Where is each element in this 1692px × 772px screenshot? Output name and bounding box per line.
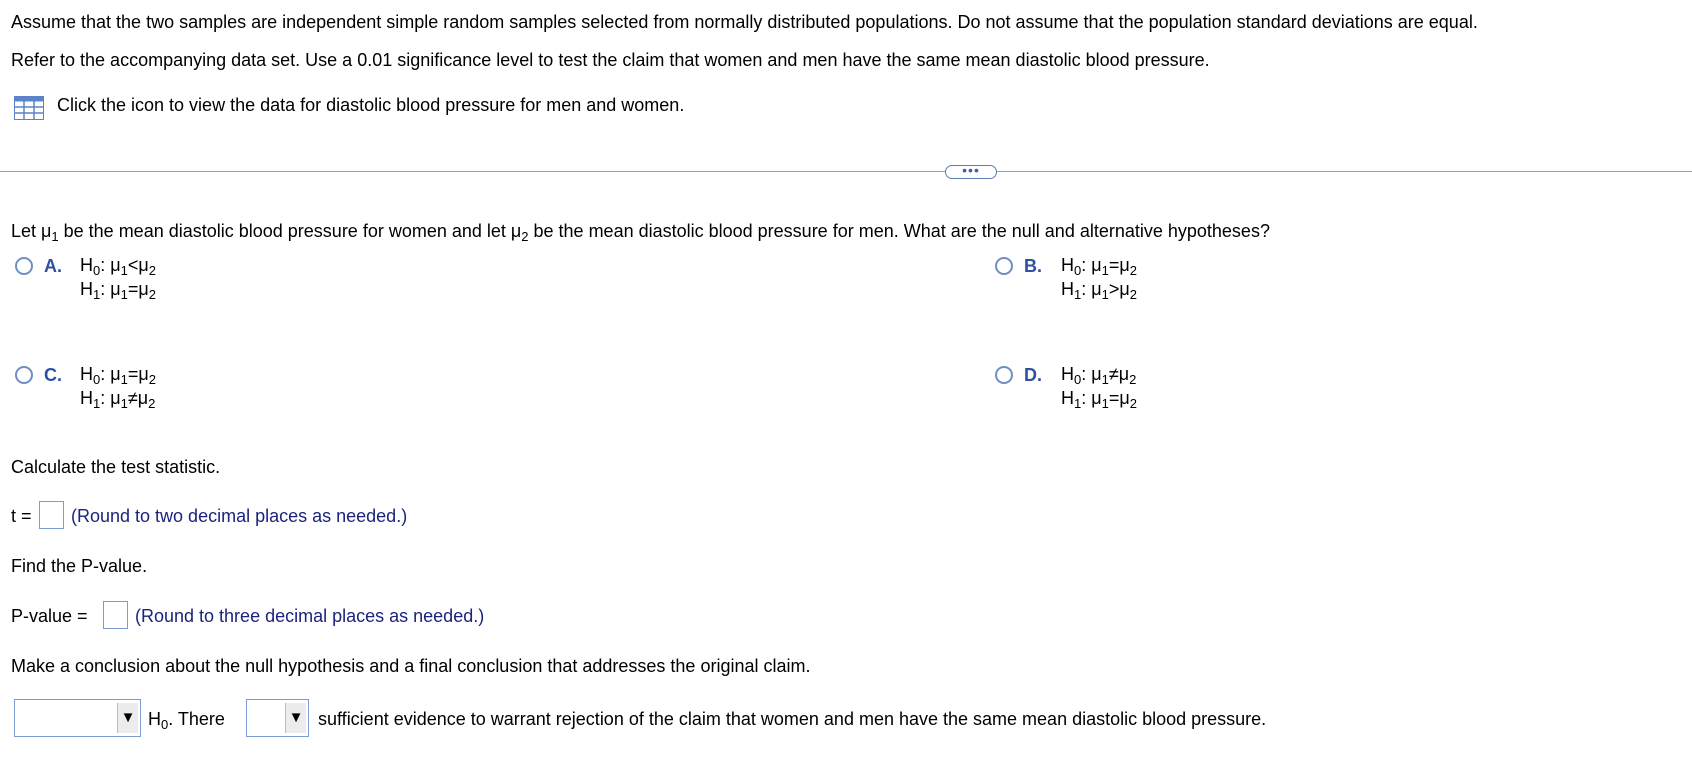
hypotheses-question: Let $\mu_1$ be the mean diastolic blood pressure for women and let $\mu_2$ be the mean diastolic blood pressure for men. What are the null and alternative hypotheses? <box>11 221 1270 244</box>
option-c-hypotheses[interactable] <box>80 362 156 410</box>
pvalue-input[interactable] <box>103 601 128 629</box>
data-table-icon[interactable] <box>14 96 44 120</box>
more-button[interactable]: ••• <box>945 165 997 179</box>
option-d-alt: $H_1$: $\mu_1=\mu_2$ <box>1061 388 1137 411</box>
t-statistic-input[interactable] <box>39 501 64 529</box>
dropdown-arrow-icon: ▼ <box>285 703 306 733</box>
option-a-hypotheses[interactable] <box>80 253 156 301</box>
option-b-alt: $H_1$: $\mu_1>\mu_2$ <box>1061 279 1137 302</box>
option-c-letter: C. <box>44 365 62 385</box>
evidence-dropdown[interactable] <box>246 699 309 737</box>
conclusion-h0-text: $H_0$. There <box>148 709 225 732</box>
pvalue-rounding-hint: (Round to three decimal places as needed.) <box>135 606 485 626</box>
option-b-null: $H_0$: $\mu_1=\mu_2$ <box>1061 255 1137 278</box>
dropdown-arrow-icon: ▼ <box>117 703 138 733</box>
option-c-null: $H_0$: $\mu_1=\mu_2$ <box>80 364 156 387</box>
problem-instruction: Refer to the accompanying data set. Use a 0.01 significance level to test the claim that women and men have the same mean diastolic blood pressure. <box>11 50 1210 70</box>
null-decision-dropdown[interactable] <box>14 699 141 737</box>
option-a-alt: $H_1$: $\mu_1=\mu_2$ <box>80 279 156 302</box>
option-d-letter: D. <box>1024 365 1042 385</box>
option-a-letter: A. <box>44 256 62 276</box>
option-c-radio[interactable] <box>15 366 33 384</box>
conclusion-prompt: Make a conclusion about the null hypothesis and a final conclusion that addresses the original claim. <box>11 656 811 676</box>
pvalue-label: P-value = <box>11 606 88 626</box>
option-b-hypotheses[interactable] <box>1061 253 1137 301</box>
option-a-null: $H_0$: $\mu_1<\mu_2$ <box>80 255 156 278</box>
option-b-radio[interactable] <box>995 257 1013 275</box>
t-label: t = <box>11 506 32 526</box>
option-c-alt: $H_1$: $\mu_1\ne\mu_2$ <box>80 388 156 411</box>
test-statistic-prompt: Calculate the test statistic. <box>11 457 221 477</box>
t-rounding-hint: (Round to two decimal places as needed.) <box>71 506 408 526</box>
option-d-hypotheses[interactable] <box>1061 362 1137 410</box>
option-a-radio[interactable] <box>15 257 33 275</box>
pvalue-prompt: Find the P-value. <box>11 556 148 576</box>
section-divider <box>0 171 1692 172</box>
option-d-radio[interactable] <box>995 366 1013 384</box>
option-d-null: $H_0$: $\mu_1\ne\mu_2$ <box>1061 364 1137 387</box>
problem-statement: Assume that the two samples are independent simple random samples selected from normally distributed populations. Do not assume that the population standard deviations are equal. <box>11 12 1478 32</box>
conclusion-rest-text: sufficient evidence to warrant rejection of the claim that women and men have the same mean diastolic blood pressure. <box>318 709 1267 729</box>
option-b-letter: B. <box>1024 256 1042 276</box>
data-link-text[interactable]: Click the icon to view the data for diastolic blood pressure for men and women. <box>57 95 685 115</box>
